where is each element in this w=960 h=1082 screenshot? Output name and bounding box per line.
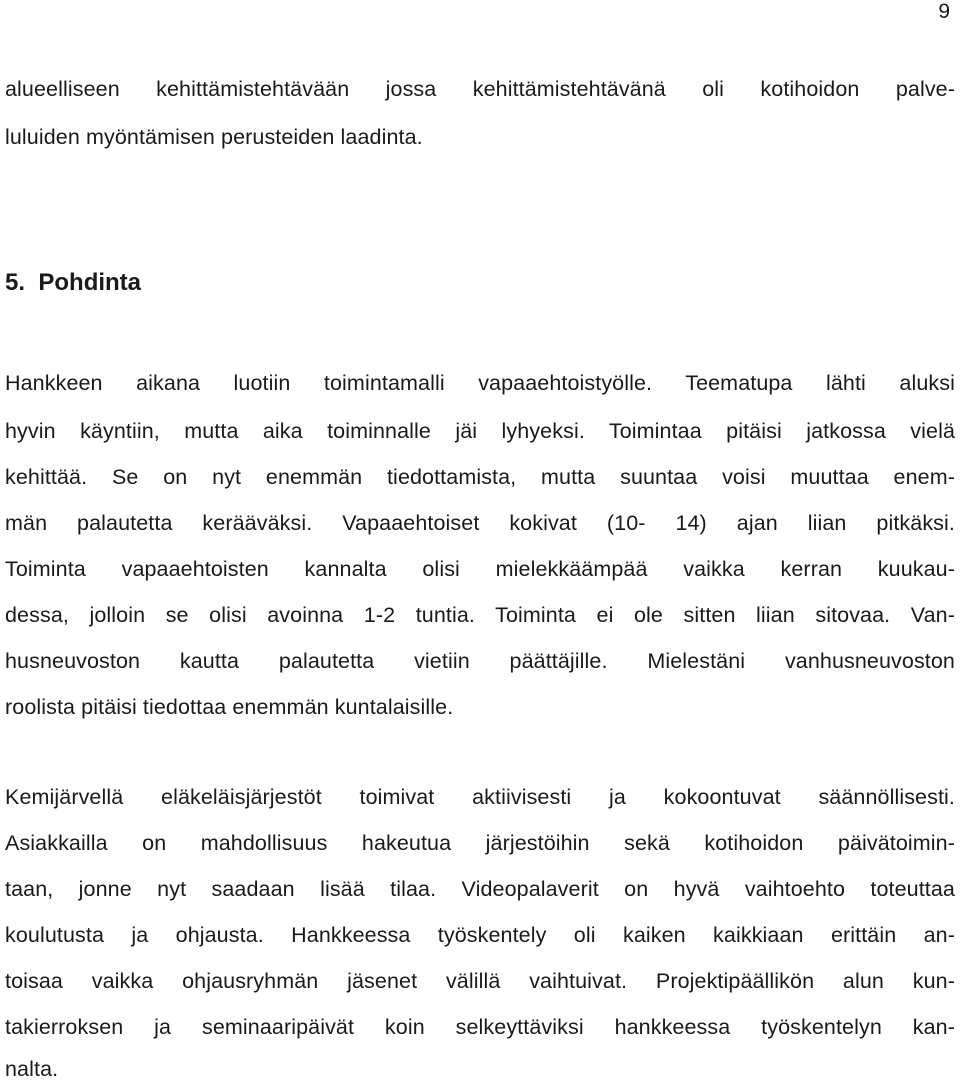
text-line: husneuvoston kautta palautetta vietiin päättäjille. Mielestäni vanhusneuvoston xyxy=(5,649,955,673)
section-title: Pohdinta xyxy=(38,269,142,296)
text-line: hyvin käyntiin, mutta aika toiminnalle jäi lyhyeksi. Toimintaa pitäisi jatkossa vielä xyxy=(5,419,955,443)
text-line: takierroksen ja seminaaripäivät koin selkeyttäviksi hankkeessa työskentelyn kan- xyxy=(5,1015,955,1039)
text-line: kehittää. Se on nyt enemmän tiedottamista, mutta suuntaa voisi muuttaa enem- xyxy=(5,465,955,489)
text-line: toisaa vaikka ohjausryhmän jäsenet välillä vaihtuivat. Projektipäällikön alun kun- xyxy=(5,969,955,993)
text-line: koulutusta ja ohjausta. Hankkeessa työskentely oli kaiken kaikkiaan erittäin an- xyxy=(5,923,955,947)
text-line: roolista pitäisi tiedottaa enemmän kuntalaisille. xyxy=(5,695,454,719)
text-line: män palautetta kerääväksi. Vapaaehtoiset kokivat (10- 14) ajan liian pitkäksi. xyxy=(5,511,955,535)
section-heading xyxy=(5,268,141,298)
text-line: dessa, jolloin se olisi avoinna 1-2 tuntia. Toiminta ei ole sitten liian sitovaa. Van- xyxy=(5,603,955,627)
text-line: taan, jonne nyt saadaan lisää tilaa. Videopalaverit on hyvä vaihtoehto toteuttaa xyxy=(5,877,955,901)
text-line: alueelliseen kehittämistehtävään jossa kehittämistehtävänä oli kotihoidon palve- xyxy=(5,77,955,101)
text-line: Hankkeen aikana luotiin toimintamalli vapaaehtoistyölle. Teematupa lähti aluksi xyxy=(5,371,955,395)
page-number: 9 xyxy=(938,0,950,23)
text-line: luluiden myöntämisen perusteiden laadinta. xyxy=(5,125,423,149)
text-line: Kemijärvellä eläkeläisjärjestöt toimivat aktiivisesti ja kokoontuvat säännöllisesti. xyxy=(5,785,955,809)
section-number: 5. xyxy=(5,269,26,296)
text-line: Asiakkailla on mahdollisuus hakeutua järjestöihin sekä kotihoidon päivätoimin- xyxy=(5,831,955,855)
text-line: Toiminta vapaaehtoisten kannalta olisi mielekkäämpää vaikka kerran kuukau- xyxy=(5,557,955,581)
text-line: nalta. xyxy=(5,1057,59,1081)
